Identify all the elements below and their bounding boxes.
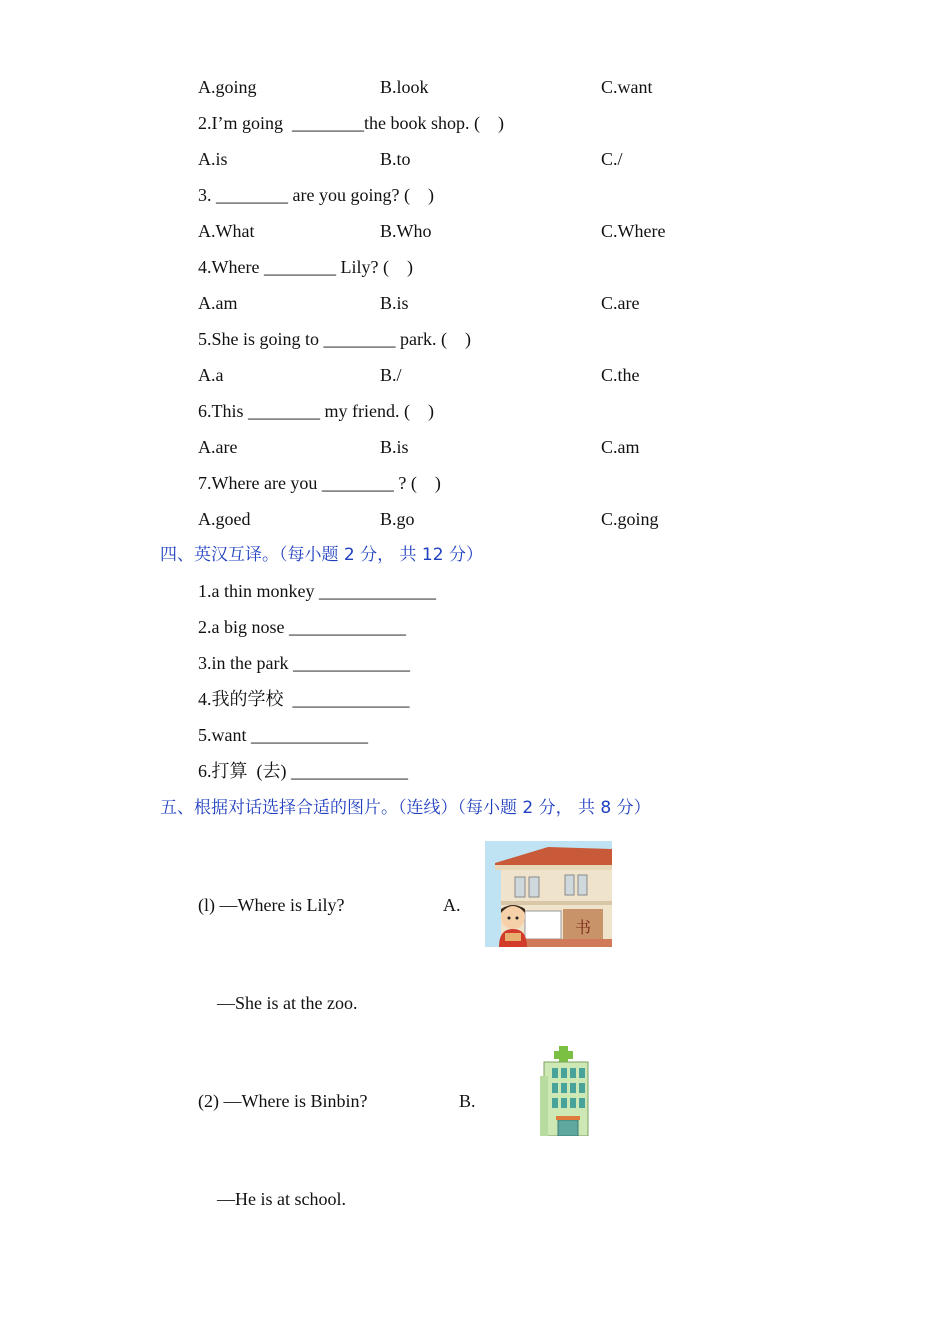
option-a[interactable]: A.is	[198, 149, 228, 169]
question-5-stem: 5.She is going to ________ park. ( )	[198, 329, 471, 349]
option-b[interactable]: B.go	[380, 509, 415, 529]
choice-b-label[interactable]: B.	[459, 1091, 476, 1111]
option-a[interactable]: A.a	[198, 365, 224, 385]
option-a[interactable]: A.going	[198, 77, 257, 97]
dialog-2-question: (2) —Where is Binbin?	[198, 1091, 368, 1111]
question-7-stem: 7.Where are you ________ ? ( )	[198, 473, 441, 493]
dialog-1-question: (l) —Where is Lily?	[198, 895, 345, 915]
option-a[interactable]: A.goed	[198, 509, 251, 529]
option-c[interactable]: C./	[601, 149, 623, 169]
option-b[interactable]: B.look	[380, 77, 429, 97]
translation-item-6[interactable]: 6.打算 (去) _____________	[198, 761, 408, 781]
option-c[interactable]: C.are	[601, 293, 640, 313]
option-b[interactable]: B.to	[380, 149, 411, 169]
svg-text:书: 书	[574, 918, 592, 937]
bookshop-picture-icon[interactable]	[485, 841, 612, 947]
option-a[interactable]: A.are	[198, 437, 238, 457]
option-c[interactable]: C.the	[601, 365, 640, 385]
option-c[interactable]: C.am	[601, 437, 640, 457]
question-3-stem: 3. ________ are you going? ( )	[198, 185, 434, 205]
translation-item-1[interactable]: 1.a thin monkey _____________	[198, 581, 436, 601]
question-6-stem: 6.This ________ my friend. ( )	[198, 401, 434, 421]
option-b[interactable]: B.is	[380, 293, 409, 313]
dialog-2-answer: —He is at school.	[217, 1189, 346, 1209]
option-c[interactable]: C.want	[601, 77, 653, 97]
option-b[interactable]: B./	[380, 365, 402, 385]
translation-item-4[interactable]: 4.我的学校 _____________	[198, 689, 410, 709]
question-4-stem: 4.Where ________ Lily? ( )	[198, 257, 413, 277]
translation-item-2[interactable]: 2.a big nose _____________	[198, 617, 406, 637]
translation-item-5[interactable]: 5.want _____________	[198, 725, 368, 745]
option-b[interactable]: B.is	[380, 437, 409, 457]
option-b[interactable]: B.Who	[380, 221, 432, 241]
choice-a-label[interactable]: A.	[443, 895, 461, 915]
option-c[interactable]: C.Where	[601, 221, 666, 241]
section-5-heading: 五、根据对话选择合适的图片。（连线）（每小题 2 分， 共 8 分）	[160, 798, 651, 818]
option-c[interactable]: C.going	[601, 509, 659, 529]
hospital-picture-icon[interactable]	[538, 1046, 590, 1136]
dialog-1-answer: —She is at the zoo.	[217, 993, 358, 1013]
translation-item-3[interactable]: 3.in the park _____________	[198, 653, 410, 673]
question-2-stem: 2.I’m going ________the book shop. ( )	[198, 113, 504, 133]
option-a[interactable]: A.am	[198, 293, 238, 313]
section-4-heading: 四、英汉互译。（每小题 2 分， 共 12 分）	[160, 545, 483, 565]
option-a[interactable]: A.What	[198, 221, 255, 241]
